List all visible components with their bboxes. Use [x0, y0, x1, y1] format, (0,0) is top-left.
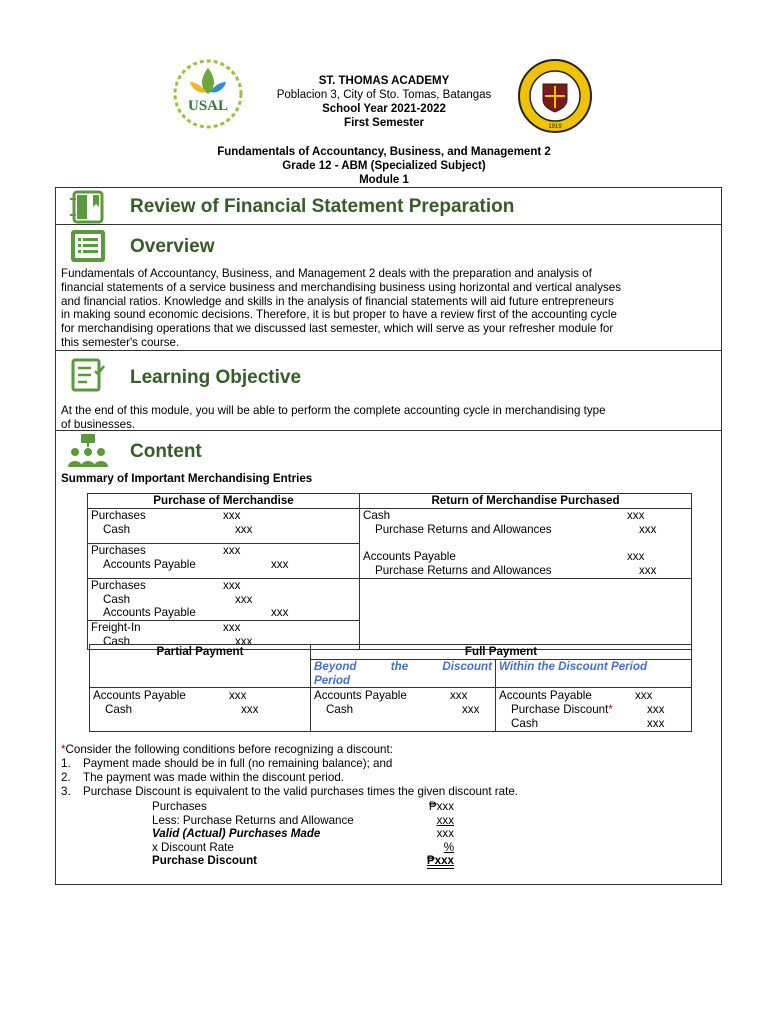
account-name: Freight-In: [91, 621, 141, 635]
merchandise-entries-table: [87, 493, 692, 650]
account-name: Accounts Payable: [103, 606, 196, 620]
beyond-word: Discount: [442, 659, 492, 673]
credit-amount: xxx: [235, 592, 253, 606]
objective-paragraph: [61, 404, 717, 432]
debit-amount: xxx: [223, 578, 241, 592]
account-name: Accounts Payable: [314, 689, 407, 703]
overview-line: for merchandising operations that we discussed last semester, which will serve as your refresher module for: [61, 322, 614, 336]
credit-amount: xxx: [639, 522, 657, 536]
account-name: Purchases: [91, 508, 146, 522]
overview-line: this semester's course.: [61, 335, 180, 349]
svg-text:1919: 1919: [548, 124, 562, 130]
calc-label: Purchase Discount: [152, 854, 258, 868]
account-name: Cash: [103, 522, 131, 536]
content-title: Content: [130, 441, 202, 462]
list-item: 1. Payment made should be in full (no remaining balance); and: [61, 757, 393, 770]
account-name: Accounts Payable: [363, 550, 456, 564]
school-name: ST. THOMAS ACADEMY: [318, 75, 450, 87]
credit-amount: xxx: [235, 634, 253, 648]
objective-line: At the end of this module, you will be able to perform the complete accounting cycle in merchandising type: [61, 404, 606, 417]
credit-amount: xxx: [639, 563, 657, 577]
grade-level: Grade 12 - ABM (Specialized Subject): [282, 160, 486, 172]
condition-text: Payment made should be in full (no remaining balance); and: [83, 757, 393, 770]
beyond-word: Period: [314, 673, 351, 687]
account-name: Purchase Returns and Allowances: [375, 563, 552, 577]
account-name: Accounts Payable: [499, 689, 592, 703]
credit-amount: xxx: [462, 703, 480, 717]
checklist-icon: [67, 357, 109, 395]
debit-amount: xxx: [223, 621, 241, 635]
calc-value: xxx: [436, 813, 454, 827]
debit-amount: xxx: [627, 508, 645, 522]
conditions-intro: Consider the following conditions before recognizing a discount:: [65, 743, 393, 756]
condition-text: The payment was made within the discount period.: [83, 771, 345, 784]
account-name: Purchases: [91, 578, 146, 592]
debit-amount: xxx: [627, 550, 645, 564]
review-title: Review of Financial Statement Preparation: [130, 196, 515, 217]
calc-label: Purchases: [152, 800, 207, 813]
book-icon: [67, 189, 109, 227]
debit-amount: xxx: [647, 703, 665, 717]
overview-line: Fundamentals of Accountancy, Business, and Management 2 deals with the preparation and analysis of: [61, 267, 592, 280]
account-name: Accounts Payable: [93, 689, 186, 703]
credit-amount: xxx: [271, 557, 289, 571]
table-row: [88, 578, 692, 620]
account-name: Purchase Returns and Allowances: [375, 522, 552, 536]
payment-entries-table: [89, 644, 692, 732]
account-name: Cash: [363, 508, 391, 522]
calc-label: Less: Purchase Returns and Allowance: [152, 813, 354, 827]
module-number: Module 1: [359, 174, 409, 186]
purchase-discount-computation: [152, 800, 454, 868]
debit-amount: xxx: [223, 508, 241, 522]
partial-payment-header: Partial Payment: [90, 645, 311, 688]
account-name: Accounts Payable: [103, 557, 196, 571]
condition-text: Purchase Discount is equivalent to the valid purchases times the given discount rate.: [83, 785, 519, 798]
credit-amount: xxx: [647, 716, 665, 730]
school-address: Poblacion 3, City of Sto. Tomas, Batangas: [276, 89, 492, 101]
account-name: Purchase Discount: [511, 703, 609, 717]
usal-logo-text: USAL: [187, 98, 229, 114]
debit-amount: xxx: [635, 689, 653, 703]
list-item: 2. The payment was made within the discount period.: [61, 771, 345, 784]
asterisk-marker: *: [608, 703, 613, 717]
beyond-word: Beyond: [314, 659, 357, 673]
full-payment-header: Full Payment: [311, 645, 692, 660]
calc-label: Valid (Actual) Purchases Made: [152, 827, 321, 841]
overview-title: Overview: [130, 236, 215, 257]
credit-amount: xxx: [241, 703, 259, 717]
objective-line: of businesses.: [61, 417, 136, 431]
credit-amount: xxx: [235, 522, 253, 536]
school-year: School Year 2021-2022: [322, 103, 446, 115]
overview-line: and financial ratios. Knowledge and skills in the analysis of financial statements will aid future entrepreneurs: [61, 294, 614, 308]
beyond-discount-period-header: [311, 659, 496, 688]
account-name: Cash: [511, 716, 539, 730]
calc-value: ₱xxx: [428, 800, 454, 813]
overview-line: financial statements of a service business and merchandising business using horizontal and vertical analyses: [61, 280, 622, 294]
return-header: Return of Merchandise Purchased: [360, 494, 692, 509]
calc-value: %: [443, 840, 454, 854]
within-discount-period-header: Within the Discount Period: [496, 659, 692, 688]
overview-paragraph: [61, 267, 717, 350]
debit-amount: xxx: [223, 543, 241, 557]
list-document-icon: [67, 228, 109, 266]
account-name: Cash: [105, 703, 133, 717]
subject-title: Fundamentals of Accountancy, Business, and Management 2: [217, 146, 551, 158]
debit-amount: xxx: [450, 689, 468, 703]
purchase-header: Purchase of Merchandise: [88, 494, 360, 509]
account-name: Purchases: [91, 543, 146, 557]
account-name: Cash: [103, 634, 131, 648]
beyond-word: the: [390, 659, 409, 673]
calc-value: xxx: [436, 827, 454, 841]
account-name: Cash: [103, 592, 131, 606]
account-name: Cash: [326, 703, 354, 717]
semester: First Semester: [344, 117, 424, 129]
credit-amount: xxx: [271, 606, 289, 620]
group-people-icon: [67, 433, 109, 471]
calc-label: x Discount Rate: [152, 840, 234, 854]
debit-amount: xxx: [229, 689, 247, 703]
table-row: [90, 688, 692, 731]
learning-objective-title: Learning Objective: [130, 367, 302, 388]
calc-value: ₱xxx: [426, 854, 454, 868]
asterisk-marker: *: [61, 743, 66, 756]
conditions-list: [61, 743, 518, 799]
summary-heading: Summary of Important Merchandising Entries: [61, 472, 313, 485]
overview-line: in making sound economic decisions. Therefore, it is but proper to have a review first of the accounting cycle: [61, 308, 617, 322]
list-item: 3. Purchase Discount is equivalent to the valid purchases times the given discount rate.: [61, 785, 519, 798]
table-row: [88, 508, 692, 543]
